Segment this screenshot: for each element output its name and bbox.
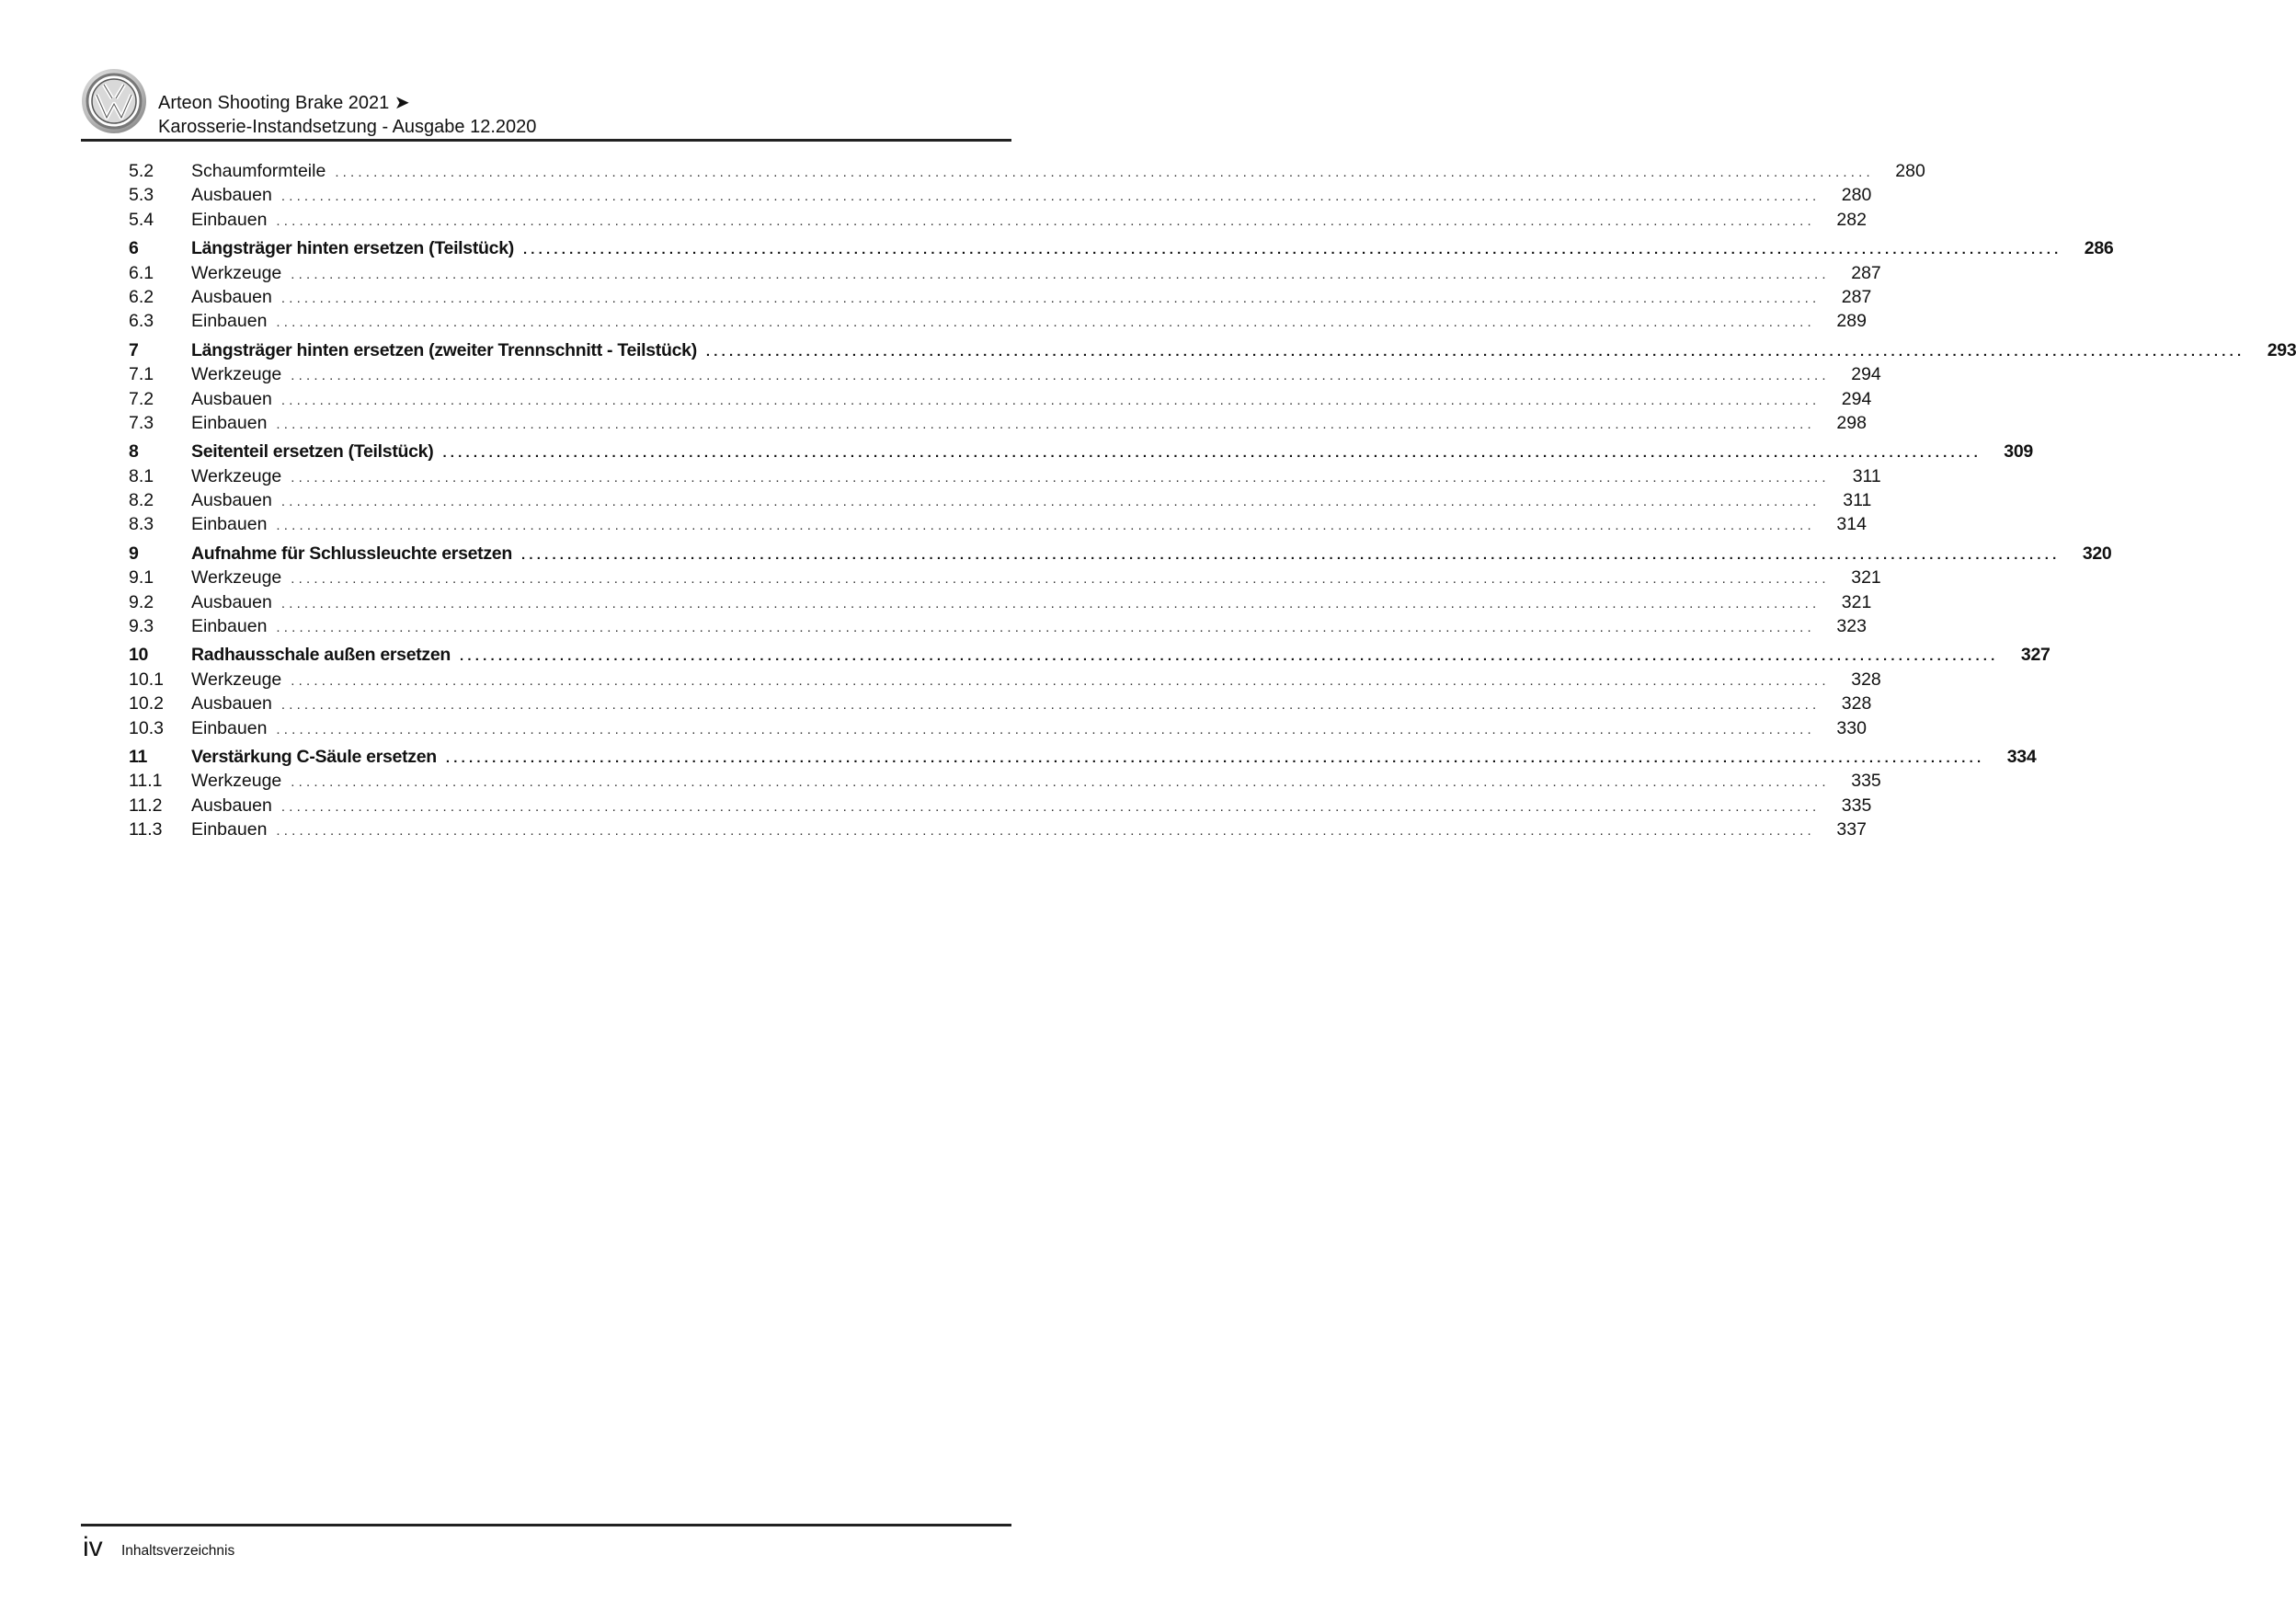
- toc-chapter-entry[interactable]: [129, 440, 2033, 463]
- toc-title: Einbauen: [191, 819, 268, 840]
- toc-entry[interactable]: [129, 464, 1881, 488]
- toc-leader-dots: ........................................................................................................................................................................................................: [276, 823, 1815, 840]
- toc-number: 5.4: [129, 209, 154, 230]
- toc-leader-dots: ........................................................................................................................................................................................................: [276, 212, 1815, 229]
- toc-title: Werkzeuge: [191, 262, 282, 283]
- toc-title: Ausbauen: [191, 693, 272, 715]
- toc-leader-dots: ........................................................................................................................................................................................................: [335, 165, 1874, 180]
- toc-leader-dots: ........................................................................................................................................................................................................: [276, 518, 1815, 534]
- toc-title: Schaumformteile: [191, 161, 326, 181]
- toc-entry[interactable]: [129, 566, 1881, 589]
- toc-leader-dots: ........................................................................................................................................................................................................: [276, 416, 1815, 432]
- toc-number: 9.3: [129, 616, 154, 637]
- toc-title: Werkzeuge: [191, 669, 282, 690]
- toc-leader-dots: ........................................................................................................................................................................................................: [276, 314, 1815, 331]
- header-title: Arteon Shooting Brake 2021 ➤: [158, 93, 410, 113]
- toc-number: 7.2: [129, 388, 154, 409]
- page-number: iv: [83, 1532, 103, 1562]
- toc-page: 335: [1841, 795, 1872, 816]
- toc-leader-dots: ........................................................................................................................................................................................................: [276, 620, 1815, 636]
- toc-number: 10.2: [129, 693, 164, 715]
- toc-number: 8.2: [129, 490, 154, 511]
- toc-leader-dots: ........................................................................................................................................................................................................: [291, 571, 1830, 588]
- toc-page: 298: [1836, 412, 1867, 433]
- toc-title: Einbauen: [191, 514, 268, 535]
- toc-number: 7.3: [129, 412, 154, 433]
- toc-title: Ausbauen: [191, 286, 272, 307]
- toc-title: Einbauen: [191, 616, 268, 637]
- toc-page: 309: [2004, 441, 2033, 463]
- toc-leader-dots: ........................................................................................................................................................................................................: [522, 242, 2062, 258]
- toc-chapter-entry[interactable]: [129, 338, 2296, 362]
- toc-page: 337: [1836, 819, 1867, 840]
- toc-entry[interactable]: [129, 387, 1872, 411]
- toc-title: Einbauen: [191, 412, 268, 433]
- toc-page: 328: [1841, 693, 1872, 715]
- toc-title: Radhausschale außen ersetzen: [191, 645, 451, 666]
- toc-leader-dots: ........................................................................................................................................................................................................: [291, 774, 1830, 791]
- toc-title: Werkzeuge: [191, 567, 282, 589]
- toc-leader-dots: ........................................................................................................................................................................................................: [280, 494, 1821, 510]
- toc-title: Längsträger hinten ersetzen (zweiter Trennschnitt - Teilstück): [191, 339, 697, 360]
- toc-chapter-entry[interactable]: [129, 643, 2050, 667]
- toc-page: 311: [1843, 490, 1872, 511]
- header-subtitle: Karosserie-Instandsetzung - Ausgabe 12.2020: [158, 117, 537, 137]
- toc-title: Werkzeuge: [191, 364, 282, 385]
- toc-page: 330: [1836, 717, 1867, 738]
- toc-title: Aufnahme für Schlussleuchte ersetzen: [191, 543, 512, 564]
- toc-number: 9.1: [129, 567, 154, 589]
- toc-entry[interactable]: [129, 794, 1872, 817]
- toc-leader-dots: ........................................................................................................................................................................................................: [291, 469, 1830, 486]
- toc-number: 8.3: [129, 514, 154, 535]
- toc-title: Einbauen: [191, 717, 268, 738]
- toc-entry[interactable]: [129, 362, 1881, 386]
- toc-page: 321: [1851, 567, 1881, 589]
- toc-chapter-entry[interactable]: [129, 542, 2112, 566]
- toc-number: 6.1: [129, 262, 154, 283]
- toc-entry[interactable]: [129, 183, 1872, 207]
- toc-entry[interactable]: [129, 769, 1881, 793]
- toc-entry[interactable]: [129, 285, 1872, 309]
- toc-number: 10.1: [129, 669, 164, 690]
- toc-number: 8.1: [129, 465, 154, 486]
- toc-leader-dots: ........................................................................................................................................................................................................: [520, 546, 2061, 563]
- toc-page: 289: [1836, 311, 1867, 332]
- toc-number: 6: [129, 238, 139, 259]
- toc-page: 287: [1851, 262, 1881, 283]
- table-of-contents: [129, 159, 2296, 842]
- toc-entry[interactable]: [129, 159, 1925, 183]
- toc-entry[interactable]: [129, 614, 1867, 638]
- toc-page: 294: [1851, 364, 1881, 385]
- toc-entry[interactable]: [129, 668, 1881, 692]
- toc-page: 294: [1841, 388, 1872, 409]
- toc-number: 5.3: [129, 185, 154, 206]
- toc-title: Ausbauen: [191, 388, 272, 409]
- toc-page: 280: [1895, 161, 1925, 181]
- toc-page: 321: [1841, 591, 1872, 612]
- toc-title: Ausbauen: [191, 795, 272, 816]
- toc-chapter-entry[interactable]: [129, 745, 2037, 769]
- toc-title: Ausbauen: [191, 490, 272, 511]
- toc-page: 327: [2020, 645, 2050, 666]
- toc-leader-dots: ........................................................................................................................................................................................................: [280, 798, 1821, 815]
- toc-number: 11.1: [129, 771, 163, 792]
- toc-leader-dots: ........................................................................................................................................................................................................: [445, 749, 1985, 766]
- toc-title: Einbauen: [191, 311, 268, 332]
- toc-number: 6.3: [129, 311, 154, 332]
- toc-entry[interactable]: [129, 411, 1867, 435]
- toc-title: Längsträger hinten ersetzen (Teilstück): [191, 238, 514, 259]
- footer-section: Inhaltsverzeichnis: [121, 1543, 235, 1559]
- toc-title: Werkzeuge: [191, 465, 282, 486]
- toc-page: 282: [1836, 209, 1867, 230]
- toc-entry[interactable]: [129, 488, 1872, 512]
- toc-number: 6.2: [129, 286, 154, 307]
- toc-entry[interactable]: [129, 716, 1867, 740]
- toc-leader-dots: ........................................................................................................................................................................................................: [280, 290, 1821, 306]
- toc-number: 10.3: [129, 717, 164, 738]
- toc-number: 9.2: [129, 591, 154, 612]
- toc-number: 7.1: [129, 364, 154, 385]
- toc-leader-dots: ........................................................................................................................................................................................................: [291, 672, 1830, 689]
- toc-leader-dots: ........................................................................................................................................................................................................: [280, 697, 1821, 714]
- toc-page: 286: [2084, 238, 2114, 259]
- toc-leader-dots: ........................................................................................................................................................................................................: [705, 343, 2245, 360]
- toc-title: Ausbauen: [191, 185, 272, 206]
- toc-leader-dots: ........................................................................................................................................................................................................: [280, 189, 1821, 205]
- toc-page: 280: [1841, 185, 1872, 206]
- toc-entry[interactable]: [129, 261, 1881, 285]
- toc-leader-dots: ........................................................................................................................................................................................................: [280, 392, 1821, 408]
- toc-entry[interactable]: [129, 512, 1867, 536]
- toc-title: Ausbauen: [191, 591, 272, 612]
- toc-page: 334: [2006, 746, 2037, 767]
- toc-page: 335: [1851, 771, 1881, 792]
- toc-page: 311: [1852, 465, 1881, 486]
- toc-title: Werkzeuge: [191, 771, 282, 792]
- toc-leader-dots: ........................................................................................................................................................................................................: [442, 445, 1982, 462]
- toc-page: 287: [1841, 286, 1872, 307]
- toc-leader-dots: ........................................................................................................................................................................................................: [280, 595, 1821, 612]
- toc-number: 7: [129, 339, 139, 360]
- toc-number: 9: [129, 543, 139, 564]
- toc-page: 328: [1851, 669, 1881, 690]
- toc-page: 314: [1836, 514, 1867, 535]
- toc-entry[interactable]: [129, 817, 1867, 841]
- toc-leader-dots: ........................................................................................................................................................................................................: [276, 721, 1815, 737]
- toc-entry[interactable]: [129, 692, 1872, 715]
- toc-page: 293: [2267, 339, 2296, 360]
- toc-leader-dots: ........................................................................................................................................................................................................: [460, 648, 1999, 665]
- toc-entry[interactable]: [129, 208, 1867, 232]
- toc-entry[interactable]: [129, 590, 1872, 614]
- toc-title: Seitenteil ersetzen (Teilstück): [191, 441, 434, 463]
- toc-chapter-entry[interactable]: [129, 236, 2114, 260]
- toc-number: 10: [129, 645, 149, 666]
- toc-number: 11: [129, 746, 148, 767]
- toc-entry[interactable]: [129, 309, 1867, 333]
- toc-leader-dots: ........................................................................................................................................................................................................: [291, 368, 1830, 384]
- toc-number: 11.3: [129, 819, 163, 840]
- toc-page: 323: [1836, 616, 1867, 637]
- toc-page: 320: [2082, 543, 2112, 564]
- toc-number: 8: [129, 441, 139, 463]
- toc-number: 11.2: [129, 795, 163, 816]
- footer-divider: [81, 1524, 1011, 1526]
- vw-logo: [82, 69, 146, 133]
- toc-title: Einbauen: [191, 209, 268, 230]
- header-divider: [81, 139, 1011, 142]
- toc-leader-dots: ........................................................................................................................................................................................................: [291, 266, 1830, 282]
- toc-title: Verstärkung C-Säule ersetzen: [191, 746, 437, 767]
- toc-number: 5.2: [129, 161, 154, 181]
